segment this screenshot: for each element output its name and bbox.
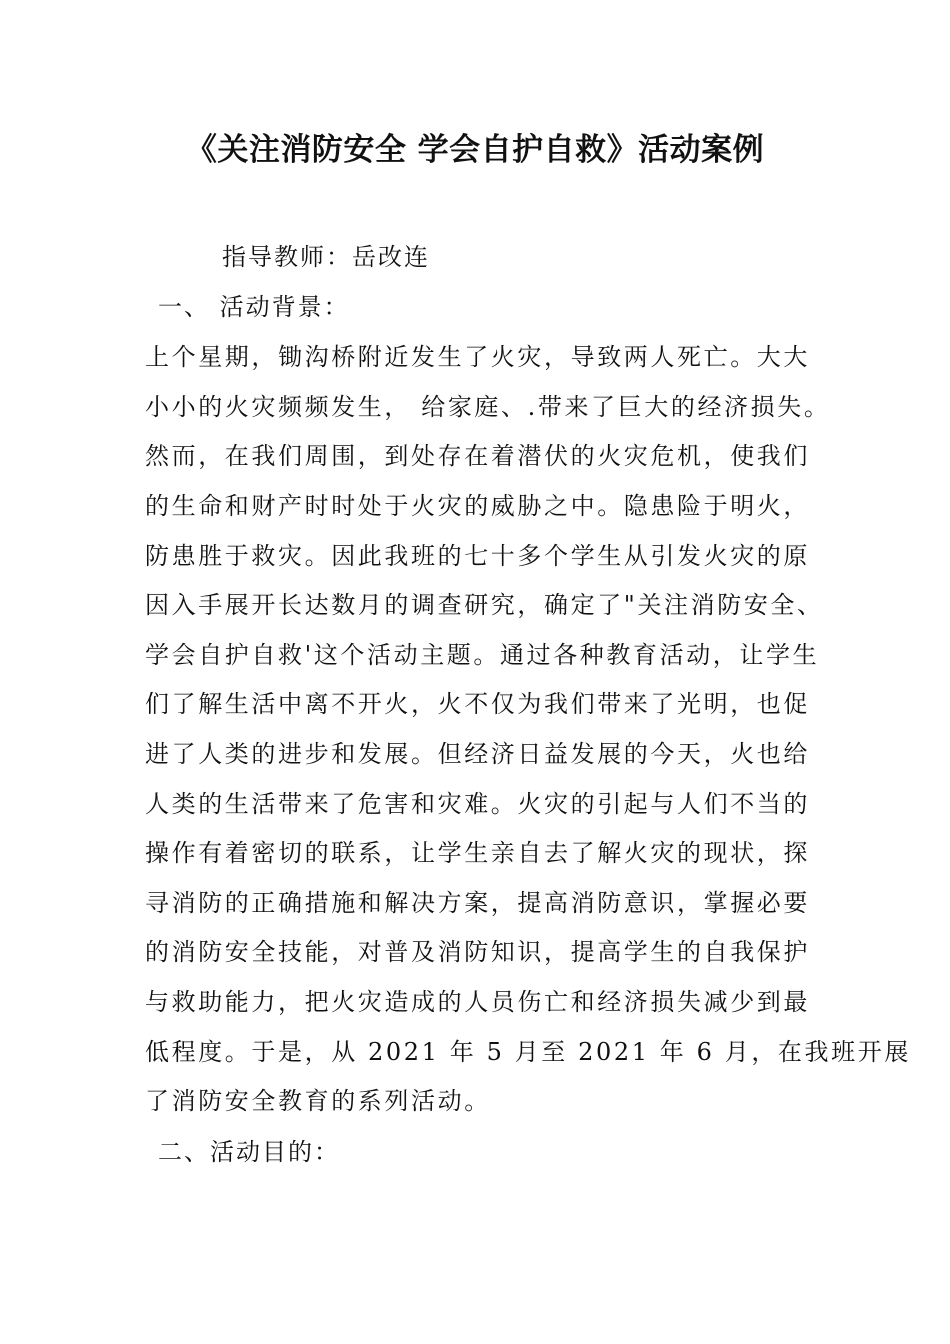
body-line: 寻消防的正确措施和解决方案，提高消防意识，掌握必要	[145, 889, 810, 917]
body-line: 然而，在我们周围，到处存在着潜伏的火灾危机，使我们	[145, 442, 810, 470]
document-title: 《关注消防安全 学会自护自救》活动案例	[185, 132, 765, 168]
body-line: 与救助能力，把火灾造成的人员伤亡和经济损失减少到最	[145, 988, 810, 1016]
body-line: 小小的火灾频频发生， 给家庭、.带来了巨大的经济损失。	[145, 393, 831, 421]
section-heading-background: 一、 活动背景：	[158, 293, 350, 321]
body-line: 了消防安全教育的系列活动。	[145, 1087, 491, 1115]
body-line: 学会自护自救'这个活动主题。通过各种教育活动，让学生	[145, 641, 820, 669]
body-line: 的消防安全技能，对普及消防知识，提高学生的自我保护	[145, 938, 810, 966]
body-line: 因入手展开长达数月的调查研究，确定了"关注消防安全、	[145, 591, 824, 619]
body-line: 低程度。于是，从 2021 年 5 月至 2021 年 6 月，在我班开展	[145, 1038, 911, 1066]
author-line: 指导教师：岳改连	[222, 243, 430, 271]
section-heading-purpose: 二、活动目的：	[158, 1138, 340, 1166]
body-line: 进了人类的进步和发展。但经济日益发展的今天，火也给	[145, 740, 810, 768]
body-line: 防患胜于救灾。因此我班的七十多个学生从引发火灾的原	[145, 542, 810, 570]
body-line: 们了解生活中离不开火，火不仅为我们带来了光明，也促	[145, 690, 810, 718]
body-line: 上个星期，锄沟桥附近发生了火灾，导致两人死亡。大大	[145, 343, 810, 371]
body-line: 人类的生活带来了危害和灾难。火灾的引起与人们不当的	[145, 790, 810, 818]
body-line: 操作有着密切的联系，让学生亲自去了解火灾的现状，探	[145, 839, 810, 867]
body-line: 的生命和财产时时处于火灾的威胁之中。隐患险于明火，	[145, 492, 810, 520]
